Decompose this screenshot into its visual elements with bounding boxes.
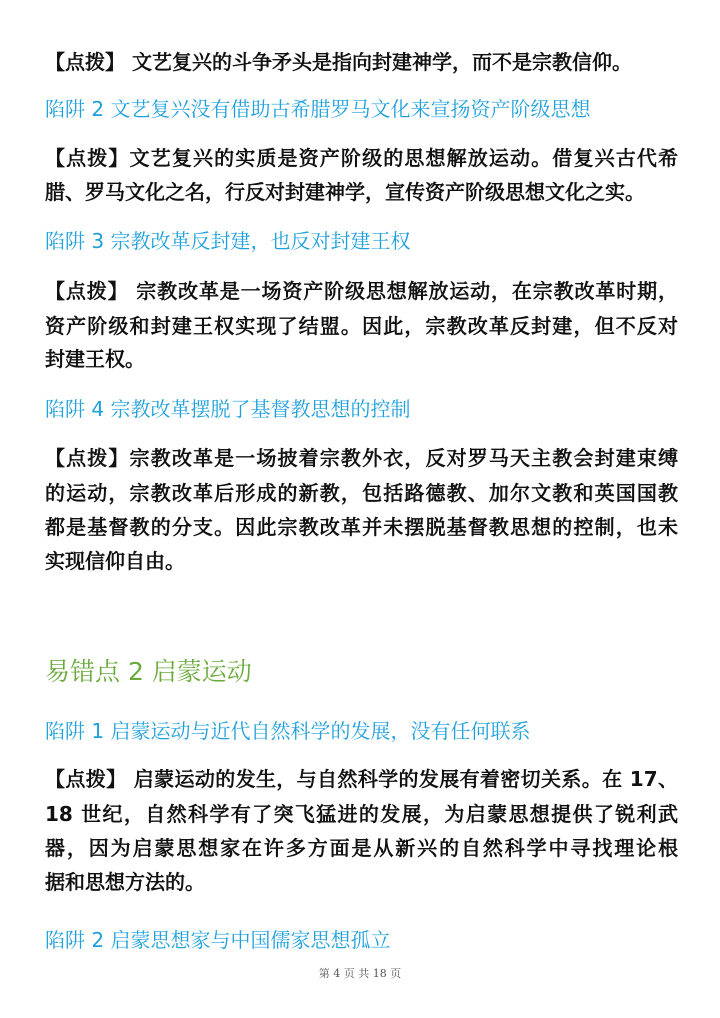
page-footer: 第 4 页 共 18 页 <box>318 967 402 980</box>
note-line: 【点拨】 宗教改革是一场资产阶级思想解放运动，在宗教改革时期， <box>45 279 678 303</box>
trap-heading: 陷阱 2 文艺复兴没有借助古希腊罗马文化来宣扬资产阶级思想 <box>45 97 591 121</box>
note-line: 器，因为启蒙思想家在许多方面是从新兴的自然科学中寻找理论根 <box>45 836 678 860</box>
trap-heading: 陷阱 1 启蒙运动与近代自然科学的发展，没有任何联系 <box>45 719 531 743</box>
note-line: 【点拨】 文艺复兴的斗争矛头是指向封建神学，而不是宗教信仰。 <box>45 50 632 74</box>
note-line: 【点拨】宗教改革是一场披着宗教外衣，反对罗马天主教会封建束缚 <box>45 446 678 470</box>
section-heading: 易错点 2 启蒙运动 <box>45 657 252 686</box>
trap-heading: 陷阱 2 启蒙思想家与中国儒家思想孤立 <box>45 928 391 952</box>
note-line: 【点拨】 启蒙运动的发生，与自然科学的发展有着密切关系。在 17、 <box>45 767 678 791</box>
note-line: 18 世纪，自然科学有了突飞猛进的发展，为启蒙思想提供了锐利武 <box>45 802 678 826</box>
note-line: 都是基督教的分支。因此宗教改革并未摆脱基督教思想的控制，也未 <box>45 515 678 539</box>
trap-heading: 陷阱 3 宗教改革反封建，也反对封建王权 <box>45 229 411 253</box>
note-line: 腊、罗马文化之名，行反对封建神学，宣传资产阶级思想文化之实。 <box>45 180 645 204</box>
note-line: 【点拨】文艺复兴的实质是资产阶级的思想解放运动。借复兴古代希 <box>45 146 678 170</box>
note-line: 据和思想方法的。 <box>45 870 205 894</box>
trap-heading: 陷阱 4 宗教改革摆脱了基督教思想的控制 <box>45 397 411 421</box>
note-line: 封建王权。 <box>45 347 145 371</box>
note-line: 资产阶级和封建王权实现了结盟。因此，宗教改革反封建，但不反对 <box>45 314 678 338</box>
note-line: 实现信仰自由。 <box>45 549 185 573</box>
note-line: 的运动，宗教改革后形成的新教，包括路德教、加尔文教和英国国教 <box>45 481 678 505</box>
